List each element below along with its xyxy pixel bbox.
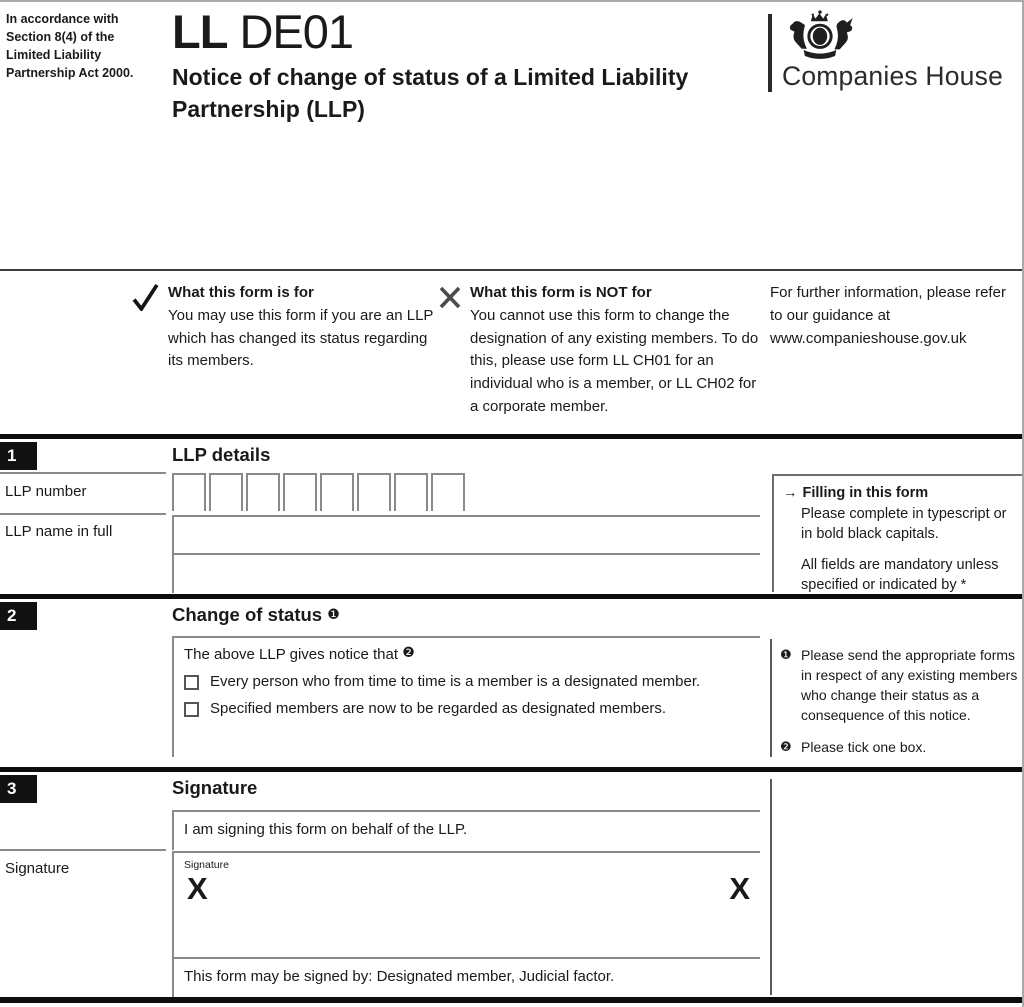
filling-heading: Filling in this form bbox=[802, 485, 929, 501]
note-2-text: Please tick one box. bbox=[801, 738, 927, 755]
further-information: For further information, please refer to our guidance at www.companieshouse.gov.uk bbox=[770, 284, 1006, 347]
signature-field[interactable] bbox=[172, 851, 760, 957]
what-form-is-for bbox=[168, 282, 434, 373]
llp-number-cell-7[interactable] bbox=[394, 473, 428, 511]
form-code bbox=[172, 4, 353, 59]
section3-top-bar bbox=[0, 767, 1024, 772]
sidebar-note-2 bbox=[780, 738, 1020, 758]
notice-intro-text: The above LLP gives notice that bbox=[184, 646, 399, 663]
checkbox-specified-members[interactable] bbox=[184, 702, 199, 717]
llp-number-field[interactable] bbox=[172, 473, 465, 511]
companies-house-logo bbox=[768, 8, 1022, 100]
section1-heading: LLP details bbox=[172, 444, 271, 465]
llp-number-cell-3[interactable] bbox=[246, 473, 280, 511]
llp-name-label: LLP name in full bbox=[5, 523, 113, 540]
checkbox-every-person[interactable] bbox=[184, 675, 199, 690]
change-of-status-box bbox=[172, 636, 760, 757]
option-specified-members-label: Specified members are now to be regarded as designated members. bbox=[210, 700, 667, 717]
form-code-suffix: DE01 bbox=[239, 5, 354, 58]
note-2-marker: ❷ bbox=[780, 739, 792, 755]
royal-crest-icon bbox=[784, 8, 856, 62]
legal-reference: In accordance with Section 8(4) of the Limited Liability Partnership Act 2000. bbox=[6, 12, 134, 81]
signature-x-mark-right: X bbox=[729, 871, 750, 906]
option-every-person[interactable] bbox=[184, 673, 760, 690]
form-code-prefix: LL bbox=[172, 5, 228, 58]
section2-top-bar bbox=[0, 594, 1024, 599]
signing-statement: I am signing this form on behalf of the LLP. bbox=[172, 810, 760, 850]
form-title: Notice of change of status of a Limited Liability Partnership (LLP) bbox=[172, 64, 689, 122]
llp-number-label-rule bbox=[0, 472, 166, 474]
note-1-text: Please send the appropriate forms in respect of any existing members who change their status as a consequence of this notice. bbox=[801, 647, 1018, 723]
cross-icon bbox=[438, 285, 462, 309]
section2-sidebar-notes bbox=[770, 639, 1022, 757]
note-1-marker: ❶ bbox=[780, 648, 792, 663]
section3-heading: Signature bbox=[172, 777, 258, 798]
llp-number-cell-1[interactable] bbox=[172, 473, 206, 511]
section2-heading-text: Change of status bbox=[172, 604, 323, 625]
sidebar-note-1 bbox=[780, 646, 1020, 726]
header-divider bbox=[0, 269, 1024, 271]
llp-name-label-rule bbox=[0, 513, 166, 515]
filling-body-2: All fields are mandatory unless specified or indicated by * bbox=[801, 557, 999, 593]
signature-x-mark-left: X bbox=[187, 871, 208, 906]
footnote-2-marker: ❷ bbox=[402, 645, 415, 661]
notice-intro bbox=[184, 646, 760, 663]
for-body: You may use this form if you are an LLP which has changed its status regarding its members. bbox=[168, 306, 434, 370]
page-bottom-bar bbox=[0, 997, 1024, 1003]
what-form-is-not-for bbox=[470, 282, 762, 419]
filling-body-1: Please complete in typescript or in bold black capitals. bbox=[801, 506, 1007, 542]
llp-number-cell-8[interactable] bbox=[431, 473, 465, 511]
llp-number-cell-4[interactable] bbox=[283, 473, 317, 511]
notfor-body: You cannot use this form to change the designation of any existing members. To do this, please use form LL CH01 for an individual who is a member, or LL CH02 for a corporate member. bbox=[470, 306, 759, 415]
section3-number-badge: 3 bbox=[0, 775, 37, 803]
signature-label-rule bbox=[0, 849, 166, 851]
llp-number-label: LLP number bbox=[5, 483, 87, 500]
check-icon bbox=[132, 284, 159, 311]
footnote-1-marker: ❶ bbox=[327, 607, 340, 623]
llp-number-cell-2[interactable] bbox=[209, 473, 243, 511]
logo-wordmark: Companies House bbox=[782, 61, 1004, 91]
who-may-sign-note: This form may be signed by: Designated member, Judicial factor. bbox=[172, 957, 760, 997]
section2-number-badge: 2 bbox=[0, 602, 37, 630]
signature-caption: Signature bbox=[184, 859, 229, 871]
llp-number-cell-6[interactable] bbox=[357, 473, 391, 511]
logo-divider-bar bbox=[768, 14, 772, 92]
signature-label: Signature bbox=[5, 860, 70, 877]
option-specified-members[interactable] bbox=[184, 700, 760, 717]
arrow-right-icon: → bbox=[783, 485, 798, 501]
section3-sidebar-divider bbox=[770, 779, 772, 995]
filling-in-this-form-note bbox=[772, 474, 1022, 592]
llp-name-field-row1[interactable] bbox=[172, 515, 760, 553]
for-heading: What this form is for bbox=[168, 284, 314, 301]
section2-heading bbox=[172, 604, 340, 626]
option-every-person-label: Every person who from time to time is a member is a designated member. bbox=[210, 673, 701, 690]
llp-number-cell-5[interactable] bbox=[320, 473, 354, 511]
notfor-heading: What this form is NOT for bbox=[470, 284, 652, 301]
section1-top-bar bbox=[0, 434, 1024, 439]
section1-number-badge: 1 bbox=[0, 442, 37, 470]
llp-name-field-row2[interactable] bbox=[172, 553, 760, 593]
